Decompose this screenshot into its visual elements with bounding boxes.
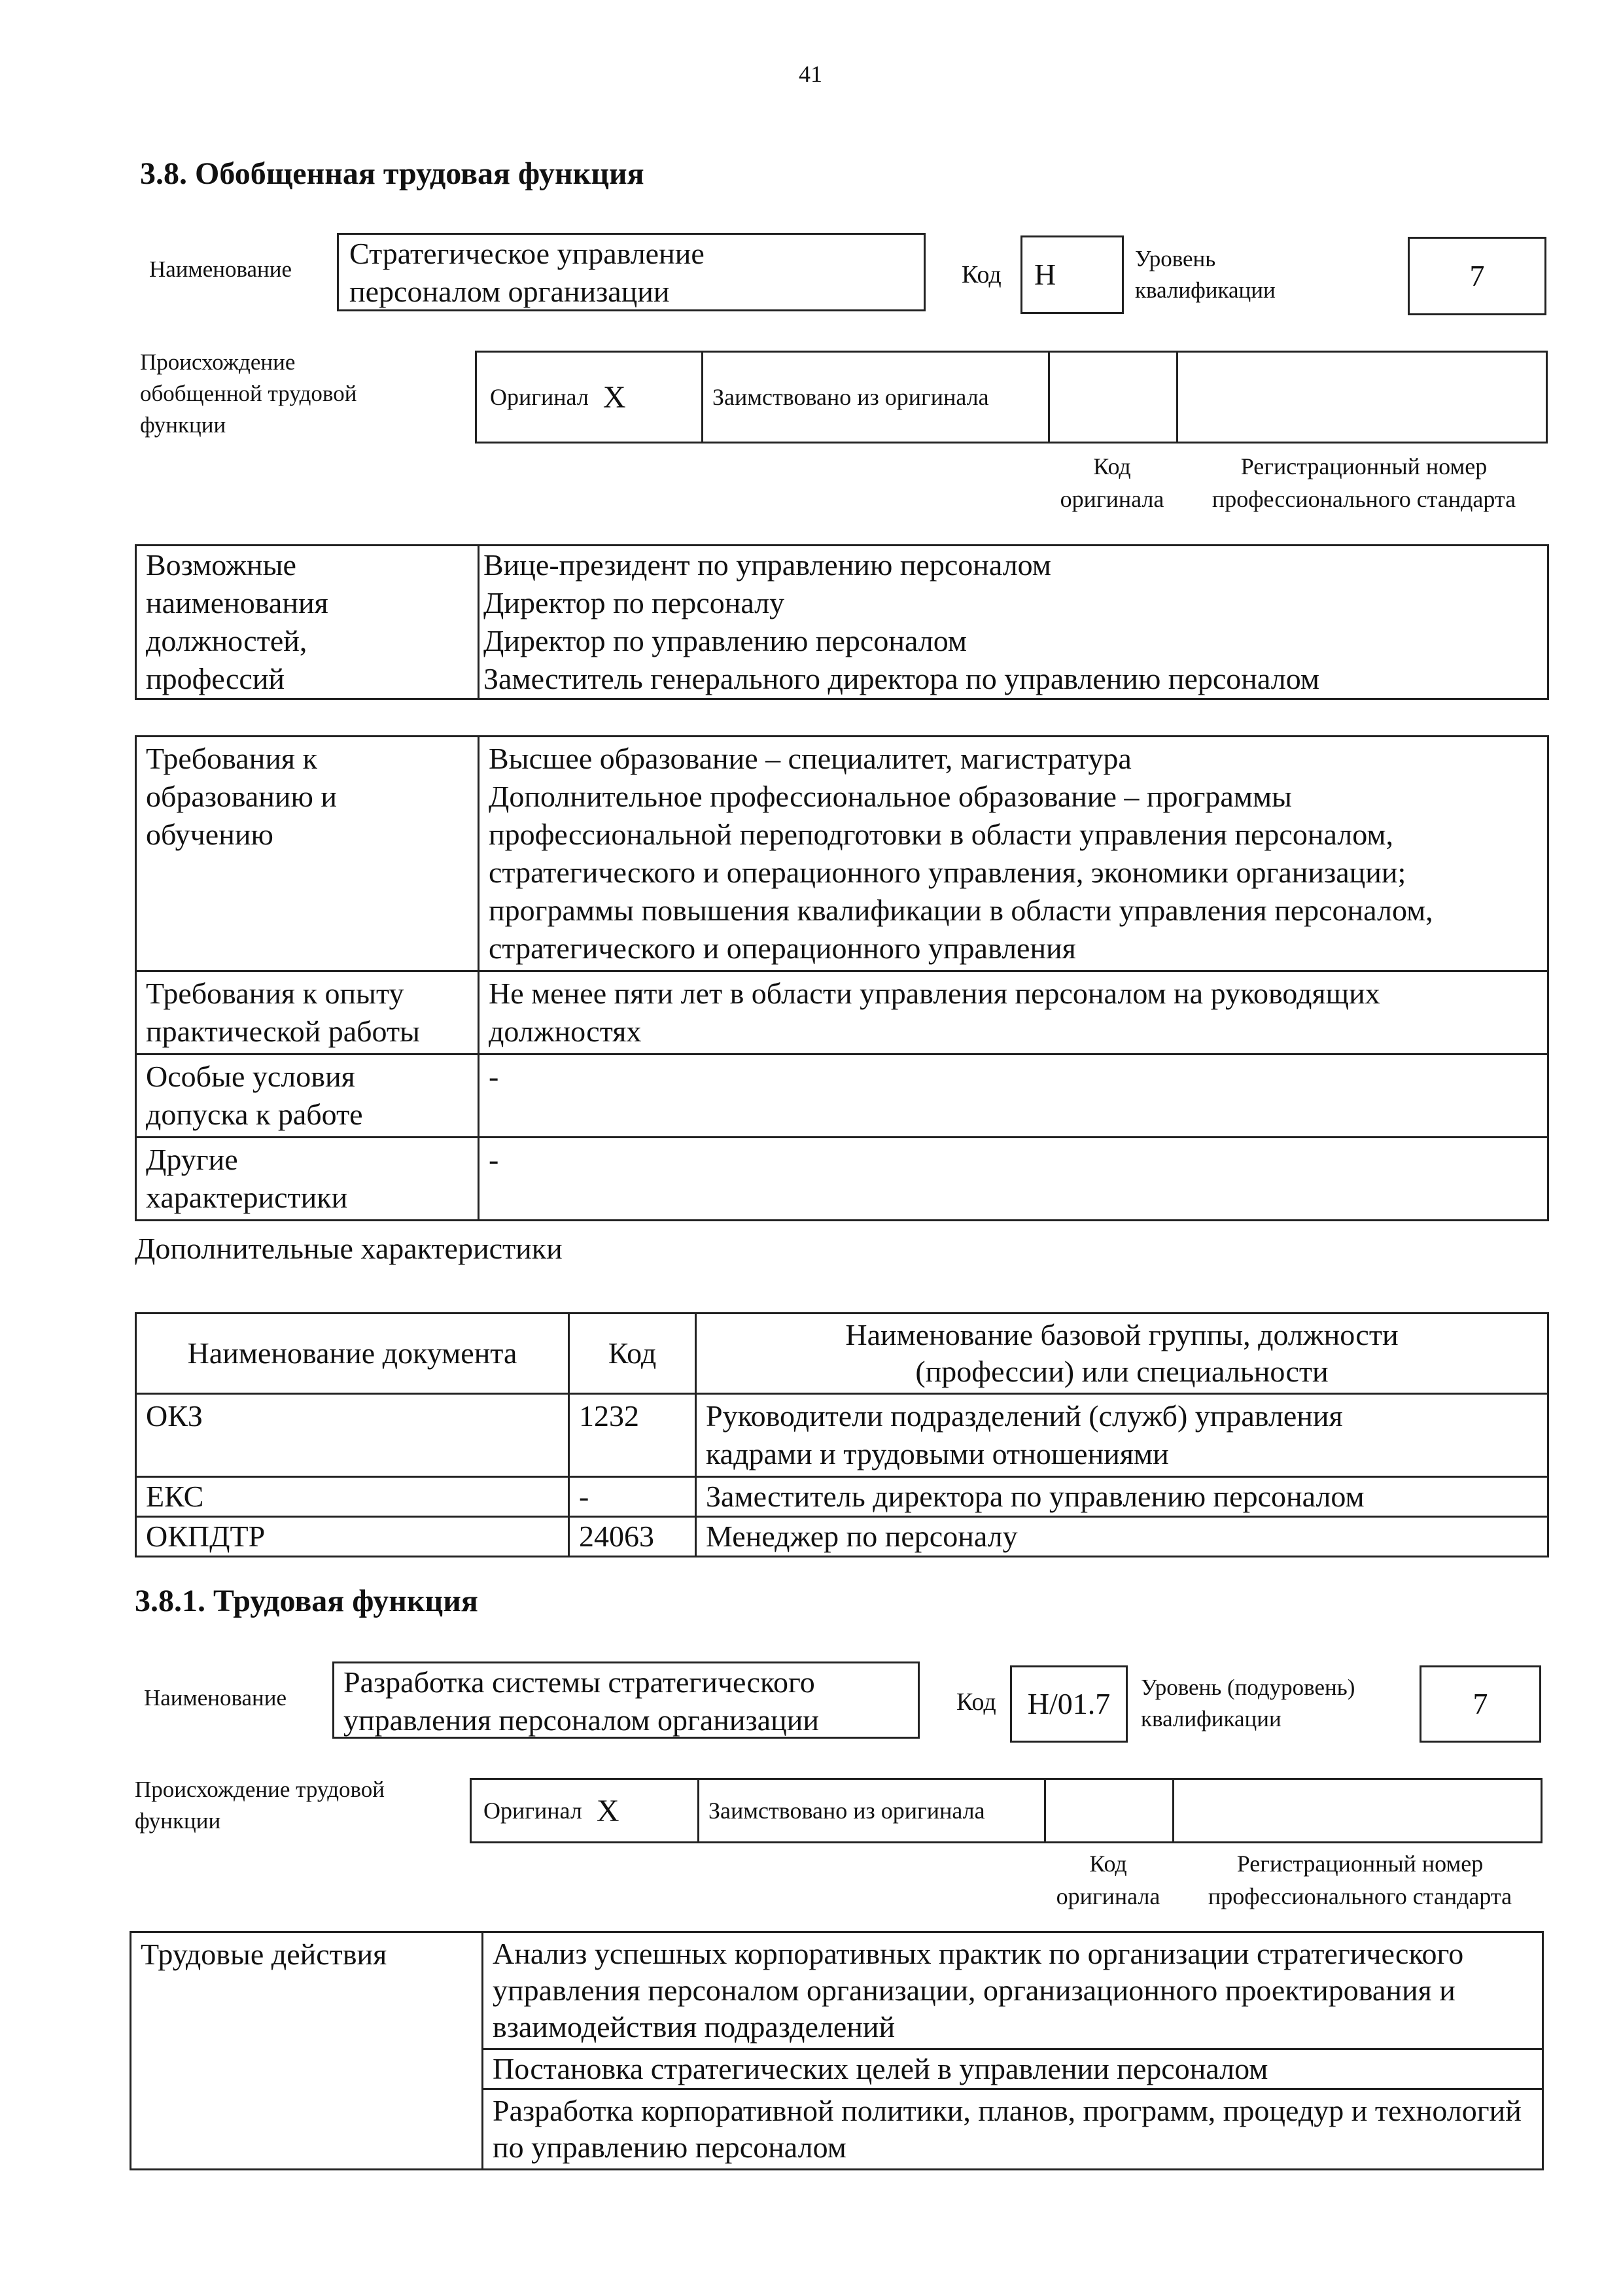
level-label [1135, 243, 1276, 306]
tf-origin-label-line1: Происхождение трудовой [135, 1777, 385, 1802]
tf-reg-number-caption [1174, 1847, 1546, 1913]
education-line: профессиональной переподготовки в области управления персоналом, [489, 818, 1393, 851]
tf-code-label: Код [956, 1688, 996, 1716]
code-original-caption-line2: оригинала [1060, 486, 1164, 512]
row-name: Менеджер по персоналу [696, 1517, 1548, 1557]
header-group-line2: (профессии) или специальности [915, 1355, 1329, 1388]
borrowed-cell [703, 353, 1050, 442]
origin-label-line1: Происхождение [140, 349, 296, 375]
origin-label [140, 347, 357, 441]
positions-label-line3: должностей, [146, 624, 307, 657]
header-group [696, 1313, 1548, 1394]
tf-name-line1: Разработка системы стратегического [343, 1665, 815, 1699]
page-number: 41 [799, 61, 822, 87]
other-characteristics-label [136, 1138, 479, 1221]
row-name-line2: кадрами и трудовыми отношениями [706, 1437, 1169, 1470]
tf-reg-number-caption-line2: профессионального стандарта [1208, 1883, 1512, 1909]
section-heading-3-8: 3.8. Обобщенная трудовая функция [140, 156, 644, 191]
tf-level-label-line1: Уровень (подуровень) [1141, 1675, 1355, 1700]
row-code: 24063 [569, 1517, 696, 1557]
tf-code-original-caption [1030, 1847, 1187, 1913]
positions-label [136, 546, 479, 699]
tf-original-mark: X [596, 1793, 619, 1828]
tf-original-cell [472, 1780, 699, 1841]
header-code: Код [569, 1313, 696, 1394]
code-original-caption-line1: Код [1093, 453, 1131, 479]
row-doc: ЕКС [136, 1477, 569, 1517]
special-conditions-label [136, 1054, 479, 1138]
labor-actions-table [130, 1931, 1544, 2170]
gtf-code-box [1020, 235, 1124, 314]
positions-list [479, 546, 1548, 699]
tf-borrowed-cell [699, 1780, 1046, 1841]
experience-label [136, 971, 479, 1054]
level-label-line1: Уровень [1135, 246, 1216, 271]
gtf-name-box [337, 233, 926, 311]
tf-code-original-caption-line2: оригинала [1056, 1883, 1160, 1909]
labor-actions-label: Трудовые действия [131, 1932, 483, 2170]
gtf-level-value: 7 [1469, 259, 1485, 292]
education-line: стратегического и операционного управления, экономики организации; [489, 856, 1406, 889]
tf-origin-table [470, 1778, 1543, 1843]
borrowed-label: Заимствовано из оригинала [712, 384, 989, 410]
origin-table [475, 351, 1548, 444]
additional-table [135, 1312, 1549, 1557]
gtf-code-value: H [1034, 258, 1056, 291]
experience-line1: Не менее пяти лет в области управления персоналом на руководящих [489, 977, 1380, 1010]
tf-code-box [1010, 1665, 1128, 1743]
code-label: Код [962, 261, 1002, 288]
position-item: Директор по управлению персоналом [483, 624, 967, 657]
tf-code-value: H/01.7 [1027, 1687, 1111, 1720]
education-line: программы повышения квалификации в области управления персоналом, [489, 894, 1433, 927]
tf-code-original-cell [1046, 1780, 1174, 1841]
header-doc: Наименование документа [136, 1313, 569, 1394]
row-name: Заместитель директора по управлению персоналом [696, 1477, 1548, 1517]
code-original-cell [1050, 353, 1178, 442]
tf-name-box [332, 1661, 920, 1739]
header-group-line1: Наименование базовой группы, должности [845, 1318, 1399, 1351]
reg-number-caption-line2: профессионального стандарта [1211, 486, 1516, 512]
education-label [136, 737, 479, 971]
education-line: Дополнительное профессиональное образование – программы [489, 780, 1292, 813]
origin-label-line2: обобщенной трудовой [140, 381, 357, 406]
positions-label-line1: Возможные [146, 548, 296, 582]
experience-value [479, 971, 1548, 1054]
positions-label-line2: наименования [146, 586, 328, 619]
origin-label-line3: функции [140, 412, 226, 438]
row-doc: ОКЗ [136, 1394, 569, 1477]
tf-level-label [1141, 1672, 1355, 1735]
row-code: 1232 [569, 1394, 696, 1477]
labor-action-item: Разработка корпоративной политики, планов, программ, процедур и технологий по управлению персоналом [483, 2089, 1543, 2170]
table-row [136, 1477, 1548, 1517]
positions-table [135, 544, 1549, 700]
experience-label-line1: Требования к опыту [146, 977, 404, 1010]
tf-origin-label [135, 1774, 385, 1837]
experience-line2: должностях [489, 1015, 642, 1048]
other-characteristics-label-line2: характеристики [146, 1181, 348, 1214]
education-label-line1: Требования к [146, 742, 317, 775]
other-characteristics-value: - [479, 1138, 1548, 1221]
position-item: Директор по персоналу [483, 586, 785, 619]
gtf-level-box [1408, 237, 1546, 315]
education-label-line3: обучению [146, 818, 273, 851]
tf-level-label-line2: квалификации [1141, 1706, 1281, 1731]
tf-code-original-caption-line1: Код [1089, 1851, 1127, 1877]
table-row [136, 1394, 1548, 1477]
special-conditions-value: - [479, 1054, 1548, 1138]
requirements-table [135, 735, 1549, 1221]
other-characteristics-label-line1: Другие [146, 1143, 238, 1176]
gtf-name-line2: персоналом организации [349, 275, 670, 308]
positions-label-line4: профессий [146, 662, 285, 695]
education-line: стратегического и операционного управления [489, 931, 1076, 965]
row-code: - [569, 1477, 696, 1517]
tf-original-label: Оригинал [483, 1798, 582, 1824]
special-conditions-label-line1: Особые условия [146, 1060, 355, 1093]
tf-reg-number-caption-line1: Регистрационный номер [1236, 1851, 1484, 1877]
gtf-name-line1: Стратегическое управление [349, 237, 705, 270]
labor-action-item: Анализ успешных корпоративных практик по организации стратегического управления персоналом организации, организационного проектирования и взаимодействия подразделений [483, 1932, 1543, 2049]
row-doc: ОКПДТР [136, 1517, 569, 1557]
education-label-line2: образованию и [146, 780, 337, 813]
tf-origin-label-line2: функции [135, 1808, 221, 1834]
code-original-caption [1034, 450, 1191, 515]
position-item: Заместитель генерального директора по управлению персоналом [483, 662, 1319, 695]
row-name-line1: Руководители подразделений (служб) управления [706, 1399, 1343, 1433]
tf-level-box [1420, 1665, 1541, 1743]
section-heading-3-8-1: 3.8.1. Трудовая функция [135, 1584, 478, 1618]
original-mark: X [602, 379, 626, 415]
tf-name-line2: управления персоналом организации [343, 1703, 819, 1737]
reg-number-caption [1177, 450, 1550, 515]
education-value [479, 737, 1548, 971]
tf-name-label: Наименование [144, 1685, 287, 1711]
level-label-line2: квалификации [1135, 277, 1276, 303]
special-conditions-label-line2: допуска к работе [146, 1098, 363, 1131]
reg-number-caption-line1: Регистрационный номер [1240, 453, 1488, 479]
education-line: Высшее образование – специалитет, магистратура [489, 742, 1132, 775]
original-cell [477, 353, 703, 442]
original-label: Оригинал [490, 384, 589, 410]
table-row [136, 1517, 1548, 1557]
labor-action-item: Постановка стратегических целей в управлении персоналом [483, 2049, 1543, 2089]
name-label: Наименование [149, 256, 292, 282]
experience-label-line2: практической работы [146, 1015, 420, 1048]
row-name [696, 1394, 1548, 1477]
additional-title: Дополнительные характеристики [135, 1232, 563, 1265]
position-item: Вице-президент по управлению персоналом [483, 548, 1051, 582]
tf-borrowed-label: Заимствовано из оригинала [708, 1798, 985, 1824]
tf-level-value: 7 [1473, 1687, 1488, 1720]
